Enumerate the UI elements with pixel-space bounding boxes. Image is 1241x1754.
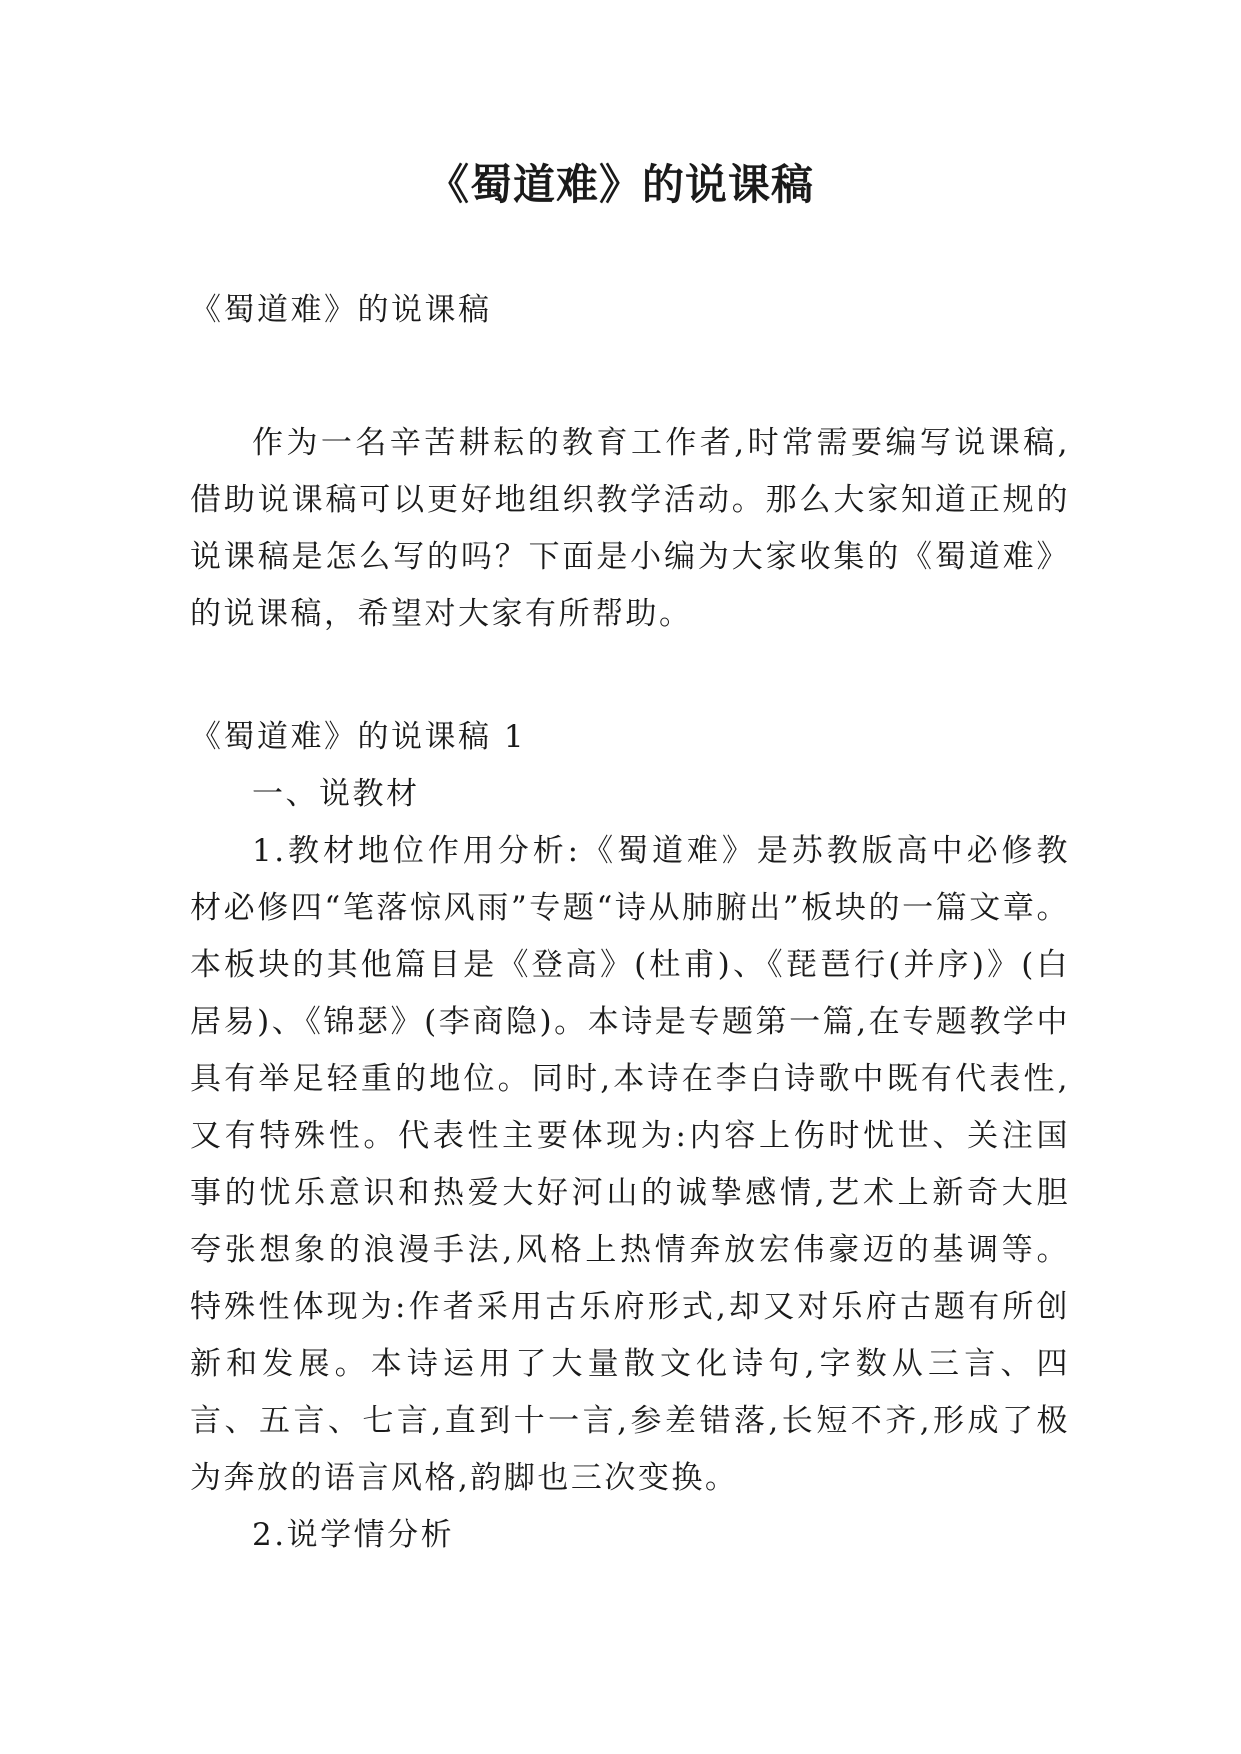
section-title: 《蜀道难》的说课稿 1 xyxy=(190,719,527,755)
part-heading: 一、说教材 xyxy=(252,776,420,812)
document-subtitle: 《蜀道难》的说课稿 xyxy=(190,292,492,328)
document-title: 《蜀道难》的说课稿 xyxy=(426,160,814,209)
item-2-heading: 2.说学情分析 xyxy=(252,1517,455,1553)
item-1-paragraph: 1.教材地位作用分析:《蜀道难》是苏教版高中必修教材必修四“笔落惊风雨”专题“诗从肺腑出”板块的一篇文章。本板块的其他篇目是《登高》(杜甫)、《琵琶行(并序)》(白居易)、《锦瑟》(李商隐)。本诗是专题第一篇,在专题教学中具有举足轻重的地位。同时,本诗在李白诗歌中既有代表性,又有特殊性。代表性主要体现为:内容上伤时忧世、关注国事的忧乐意识和热爱大好河山的诚挚感情,艺术上新奇大胆夸张想象的浪漫手法,风格上热情奔放宏伟豪迈的基调等。特殊性体现为:作者采用古乐府形式,却又对乐府古题有所创新和发展。本诗运用了大量散文化诗句,字数从三言、四言、五言、七言,直到十一言,参差错落,长短不齐,形成了极为奔放的语言风格,韵脚也三次变换。 xyxy=(190,833,1070,1496)
intro-paragraph: 作为一名辛苦耕耘的教育工作者,时常需要编写说课稿,借助说课稿可以更好地组织教学活动。那么大家知道正规的说课稿是怎么写的吗？下面是小编为大家收集的《蜀道难》的说课稿，希望对大家有所帮助。 xyxy=(190,425,1070,632)
document-body xyxy=(190,285,1070,1564)
